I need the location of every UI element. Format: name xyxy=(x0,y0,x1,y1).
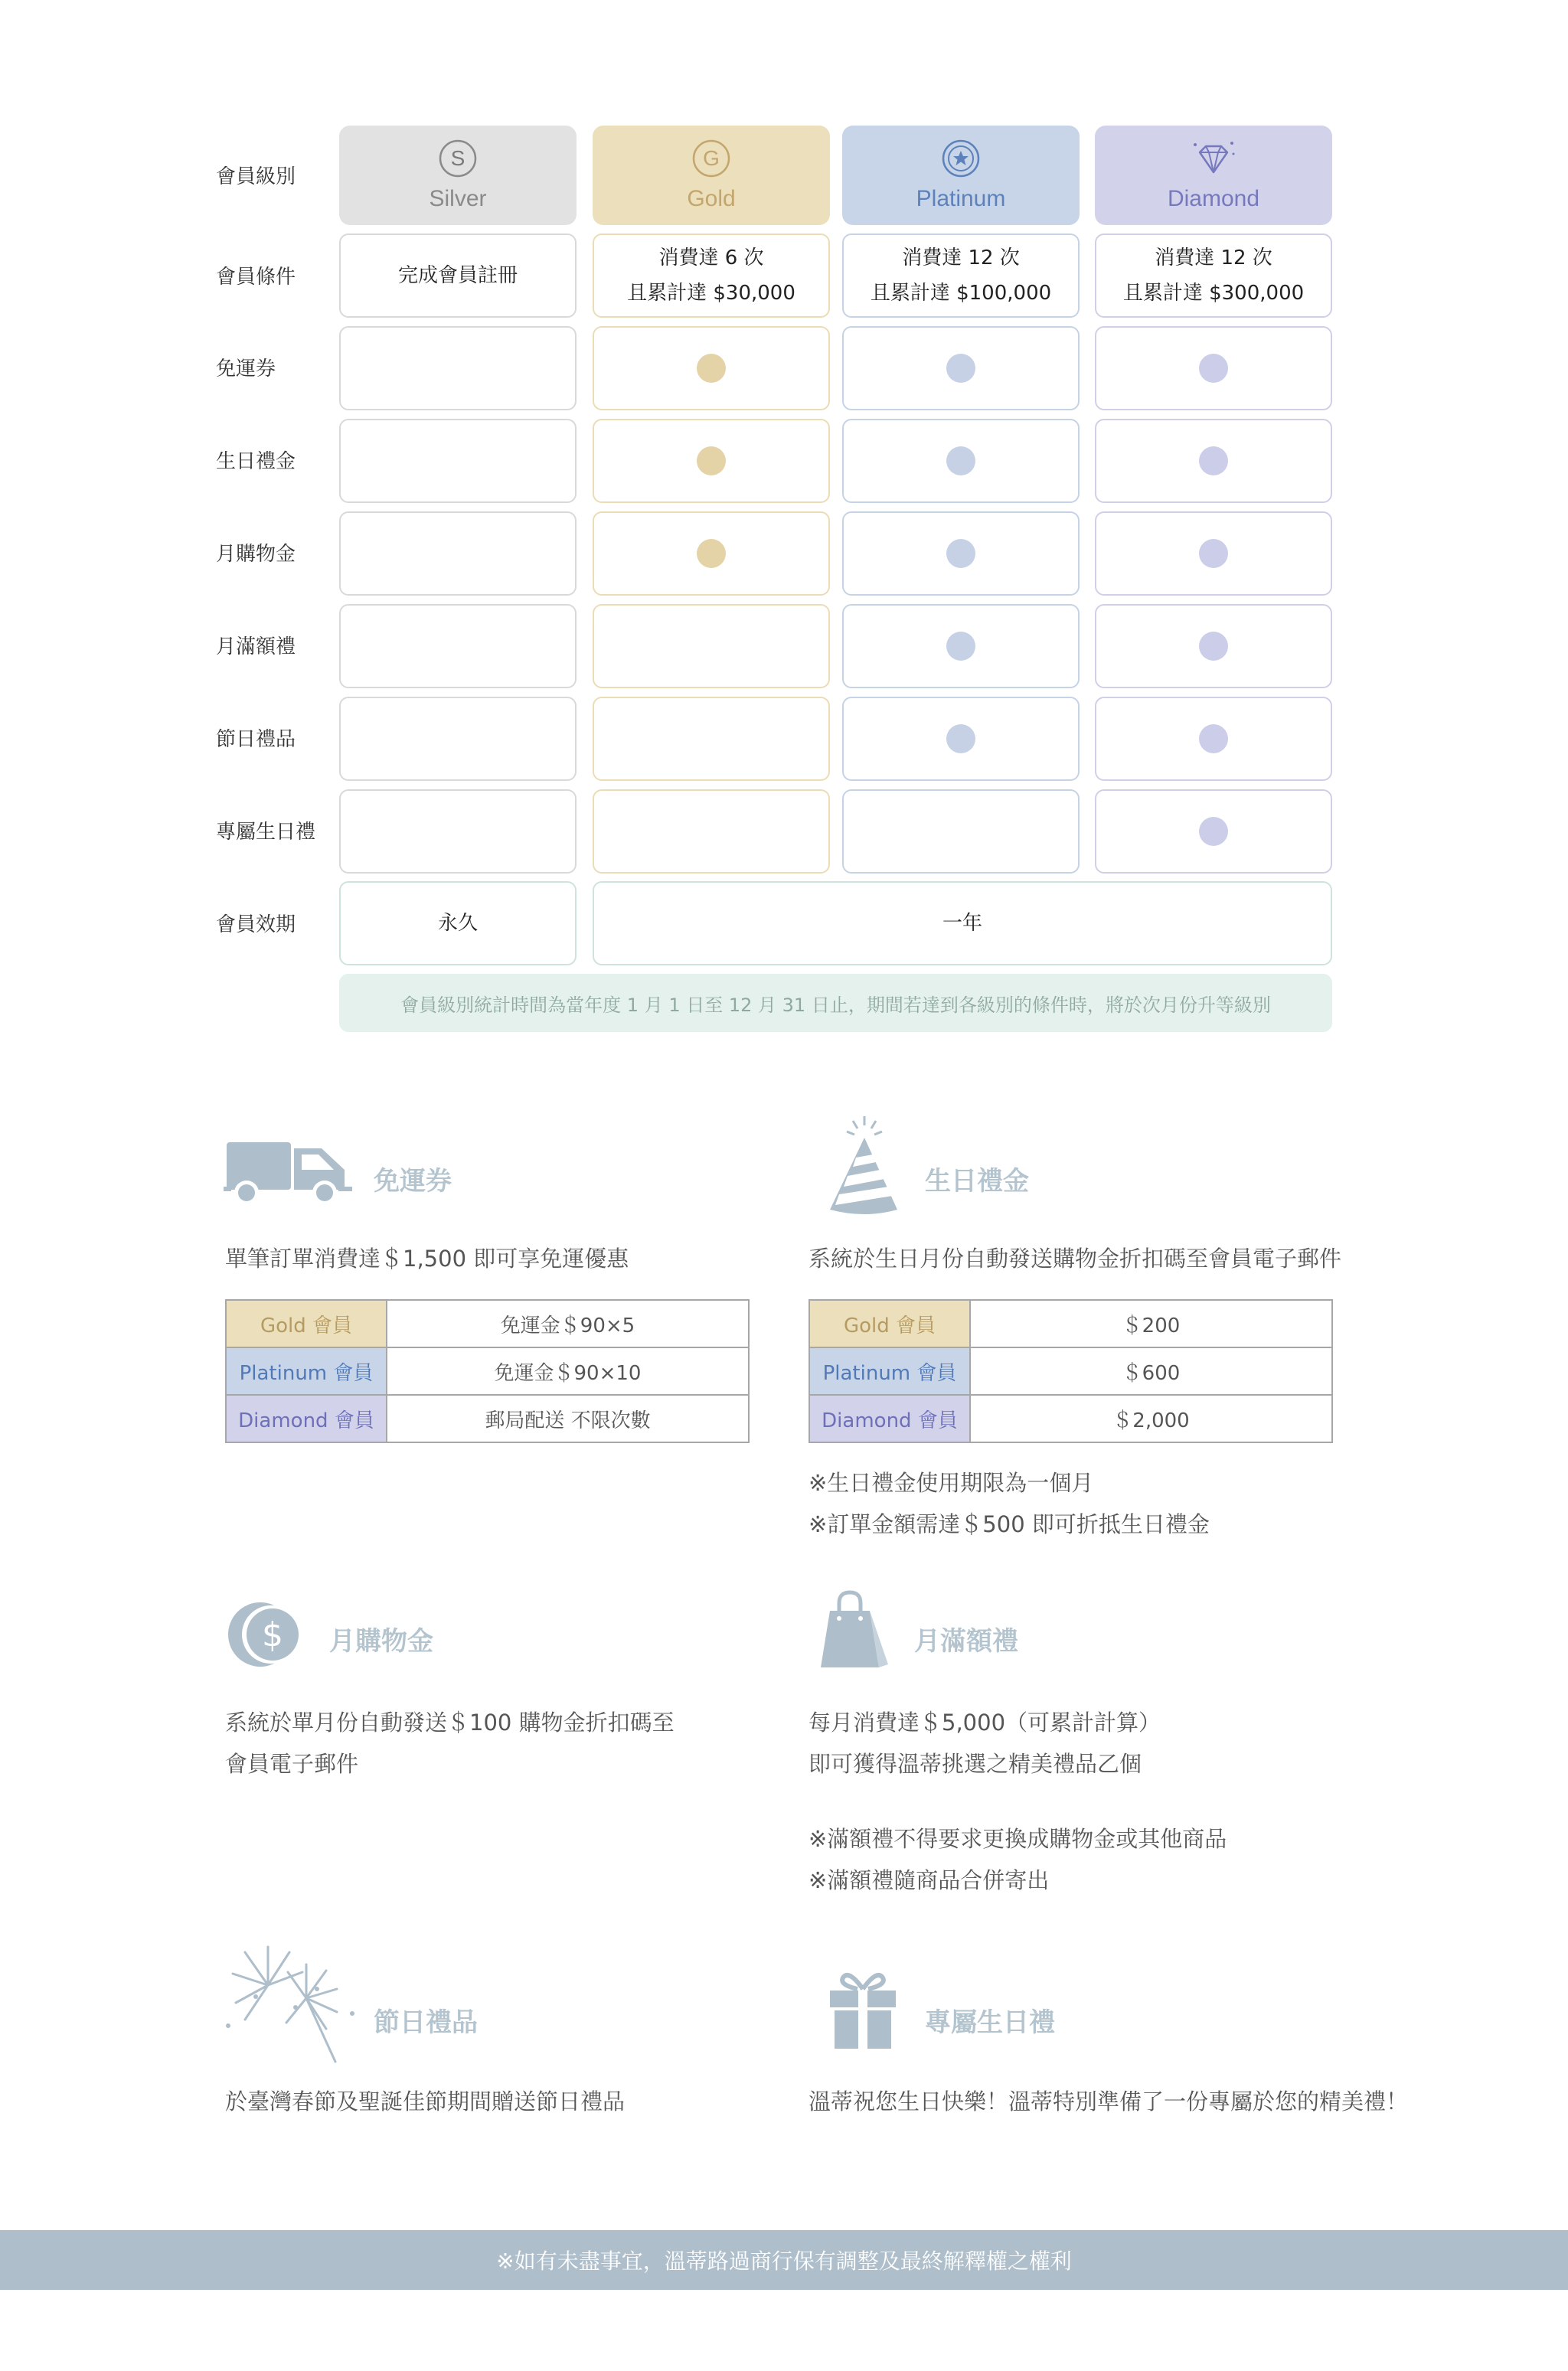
row-label-holiday-gift: 節日禮品 xyxy=(216,728,296,751)
benefit-cell-diamond xyxy=(1095,419,1332,503)
benefit-cell-gold xyxy=(593,697,830,781)
diamond-icon xyxy=(1189,139,1238,178)
monthly-gift-line-2: 即可獲得溫蒂挑選之精美禮品乙個 xyxy=(808,1751,1142,1777)
benefit-cell-platinum xyxy=(842,789,1080,874)
table-row: Gold 會員 ＄200 xyxy=(809,1300,1332,1347)
section-title-exclusive-birthday: 專屬生日禮 xyxy=(925,2007,1055,2038)
monthly-credit-line-1: 系統於單月份自動發送＄100 購物金折扣碼至 xyxy=(225,1710,675,1736)
table-row: Platinum 會員 ＄600 xyxy=(809,1347,1332,1395)
section-title-birthday-cash: 生日禮金 xyxy=(925,1166,1029,1197)
benefit-cell-diamond xyxy=(1095,697,1332,781)
tier-header-silver xyxy=(339,126,577,225)
benefit-cell-gold xyxy=(593,326,830,410)
benefit-cell-gold xyxy=(593,604,830,688)
row-label-birthday-cash: 生日禮金 xyxy=(216,450,296,473)
benefit-cell-diamond xyxy=(1095,511,1332,596)
gift-box-icon xyxy=(827,1969,899,2050)
svg-text:S: S xyxy=(450,146,466,170)
included-dot-icon xyxy=(1199,446,1228,475)
fireworks-icon xyxy=(222,1943,360,2066)
section-title-monthly-gift: 月滿額禮 xyxy=(914,1626,1018,1657)
monthly-gift-line-1: 每月消費達＄5,000（可累計計算） xyxy=(808,1710,1161,1736)
benefit-cell-gold xyxy=(593,789,830,874)
table-row: Diamond 會員 郵局配送 不限次數 xyxy=(226,1395,749,1442)
tier-header-diamond xyxy=(1095,126,1332,225)
condition-gold: 消費達 6 次 且累計達 $30,000 xyxy=(593,234,830,318)
tier-name-gold: Gold xyxy=(687,186,736,211)
section-title-shipping: 免運券 xyxy=(374,1166,452,1197)
birthday-cash-note-1: ※生日禮金使用期限為一個月 xyxy=(808,1470,1094,1496)
table-row: Diamond 會員 ＄2,000 xyxy=(809,1395,1332,1442)
benefit-cell-gold xyxy=(593,419,830,503)
tier-name-diamond: Diamond xyxy=(1167,186,1260,211)
benefit-cell-diamond xyxy=(1095,326,1332,410)
benefit-cell-silver xyxy=(339,511,577,596)
monthly-gift-note-1: ※滿額禮不得要求更換成購物金或其他商品 xyxy=(808,1826,1227,1852)
validity-others: 一年 xyxy=(593,881,1332,965)
benefit-cell-silver xyxy=(339,326,577,410)
row-label-free-shipping: 免運券 xyxy=(216,358,276,380)
row-label-monthly-credit: 月購物金 xyxy=(216,543,296,566)
table-row: Platinum 會員 免運金＄90×10 xyxy=(226,1347,749,1395)
validity-silver: 永久 xyxy=(339,881,577,965)
condition-platinum: 消費達 12 次 且累計達 $100,000 xyxy=(842,234,1080,318)
benefit-cell-silver xyxy=(339,419,577,503)
tier-header-gold xyxy=(593,126,830,225)
star-medal-icon xyxy=(941,139,981,178)
included-dot-icon xyxy=(946,354,975,383)
svg-text:$: $ xyxy=(262,1615,283,1654)
section-title-holiday-gift: 節日禮品 xyxy=(374,2007,478,2038)
gold-badge-icon xyxy=(691,139,731,178)
benefit-cell-silver xyxy=(339,604,577,688)
included-dot-icon xyxy=(697,539,726,568)
condition-silver: 完成會員註冊 xyxy=(339,234,577,318)
holiday-gift-desc: 於臺灣春節及聖誕佳節期間贈送節日禮品 xyxy=(225,2089,626,2115)
benefit-cell-platinum xyxy=(842,326,1080,410)
row-label-condition: 會員條件 xyxy=(216,266,296,289)
benefit-cell-platinum xyxy=(842,604,1080,688)
included-dot-icon xyxy=(1199,354,1228,383)
tier-note: 會員級別統計時間為當年度 1 月 1 日至 12 月 31 日止，期間若達到各級別的條件時，將於次月份升等級別 xyxy=(339,974,1332,1032)
included-dot-icon xyxy=(1199,632,1228,661)
benefit-cell-platinum xyxy=(842,697,1080,781)
included-dot-icon xyxy=(946,446,975,475)
benefit-cell-platinum xyxy=(842,419,1080,503)
included-dot-icon xyxy=(946,539,975,568)
row-label-validity: 會員效期 xyxy=(216,913,296,936)
footer-disclaimer: ※如有未盡事宜，溫蒂路過商行保有調整及最終解釋權之權利 xyxy=(0,2230,1568,2290)
benefit-cell-gold xyxy=(593,511,830,596)
row-label-monthly-gift: 月滿額禮 xyxy=(216,635,296,658)
birthday-cash-note-2: ※訂單金額需達＄500 即可折抵生日禮金 xyxy=(808,1511,1210,1537)
tier-name-platinum: Platinum xyxy=(916,186,1006,211)
included-dot-icon xyxy=(1199,817,1228,846)
included-dot-icon xyxy=(697,446,726,475)
benefit-cell-platinum xyxy=(842,511,1080,596)
included-dot-icon xyxy=(1199,724,1228,753)
coin-icon xyxy=(227,1600,306,1669)
included-dot-icon xyxy=(946,724,975,753)
shopping-bag-icon xyxy=(813,1588,893,1670)
included-dot-icon xyxy=(946,632,975,661)
exclusive-birthday-desc: 溫蒂祝您生日快樂！溫蒂特別準備了一份專屬於您的精美禮！ xyxy=(808,2089,1409,2115)
table-row: Gold 會員 免運金＄90×5 xyxy=(226,1300,749,1347)
benefit-cell-silver xyxy=(339,789,577,874)
party-hat-icon xyxy=(822,1110,906,1217)
silver-badge-icon xyxy=(438,139,478,178)
row-label-exclusive-birthday: 專屬生日禮 xyxy=(216,821,316,844)
monthly-credit-line-2: 會員電子郵件 xyxy=(225,1751,359,1777)
birthday-cash-desc: 系統於生日月份自動發送購物金折扣碼至會員電子郵件 xyxy=(808,1246,1342,1272)
truck-icon xyxy=(224,1139,354,1208)
shipping-table xyxy=(225,1299,750,1443)
benefit-cell-diamond xyxy=(1095,604,1332,688)
tier-header-platinum xyxy=(842,126,1080,225)
shipping-desc: 單筆訂單消費達＄1,500 即可享免運優惠 xyxy=(225,1246,629,1272)
birthday-cash-table xyxy=(808,1299,1333,1443)
section-title-monthly-credit: 月購物金 xyxy=(329,1626,433,1657)
benefit-cell-silver xyxy=(339,697,577,781)
monthly-gift-note-2: ※滿額禮隨商品合併寄出 xyxy=(808,1867,1050,1893)
condition-diamond: 消費達 12 次 且累計達 $300,000 xyxy=(1095,234,1332,318)
included-dot-icon xyxy=(1199,539,1228,568)
svg-text:G: G xyxy=(703,146,720,170)
benefit-cell-diamond xyxy=(1095,789,1332,874)
tier-name-silver: Silver xyxy=(429,186,487,211)
row-label-tier: 會員級別 xyxy=(216,165,296,188)
included-dot-icon xyxy=(697,354,726,383)
